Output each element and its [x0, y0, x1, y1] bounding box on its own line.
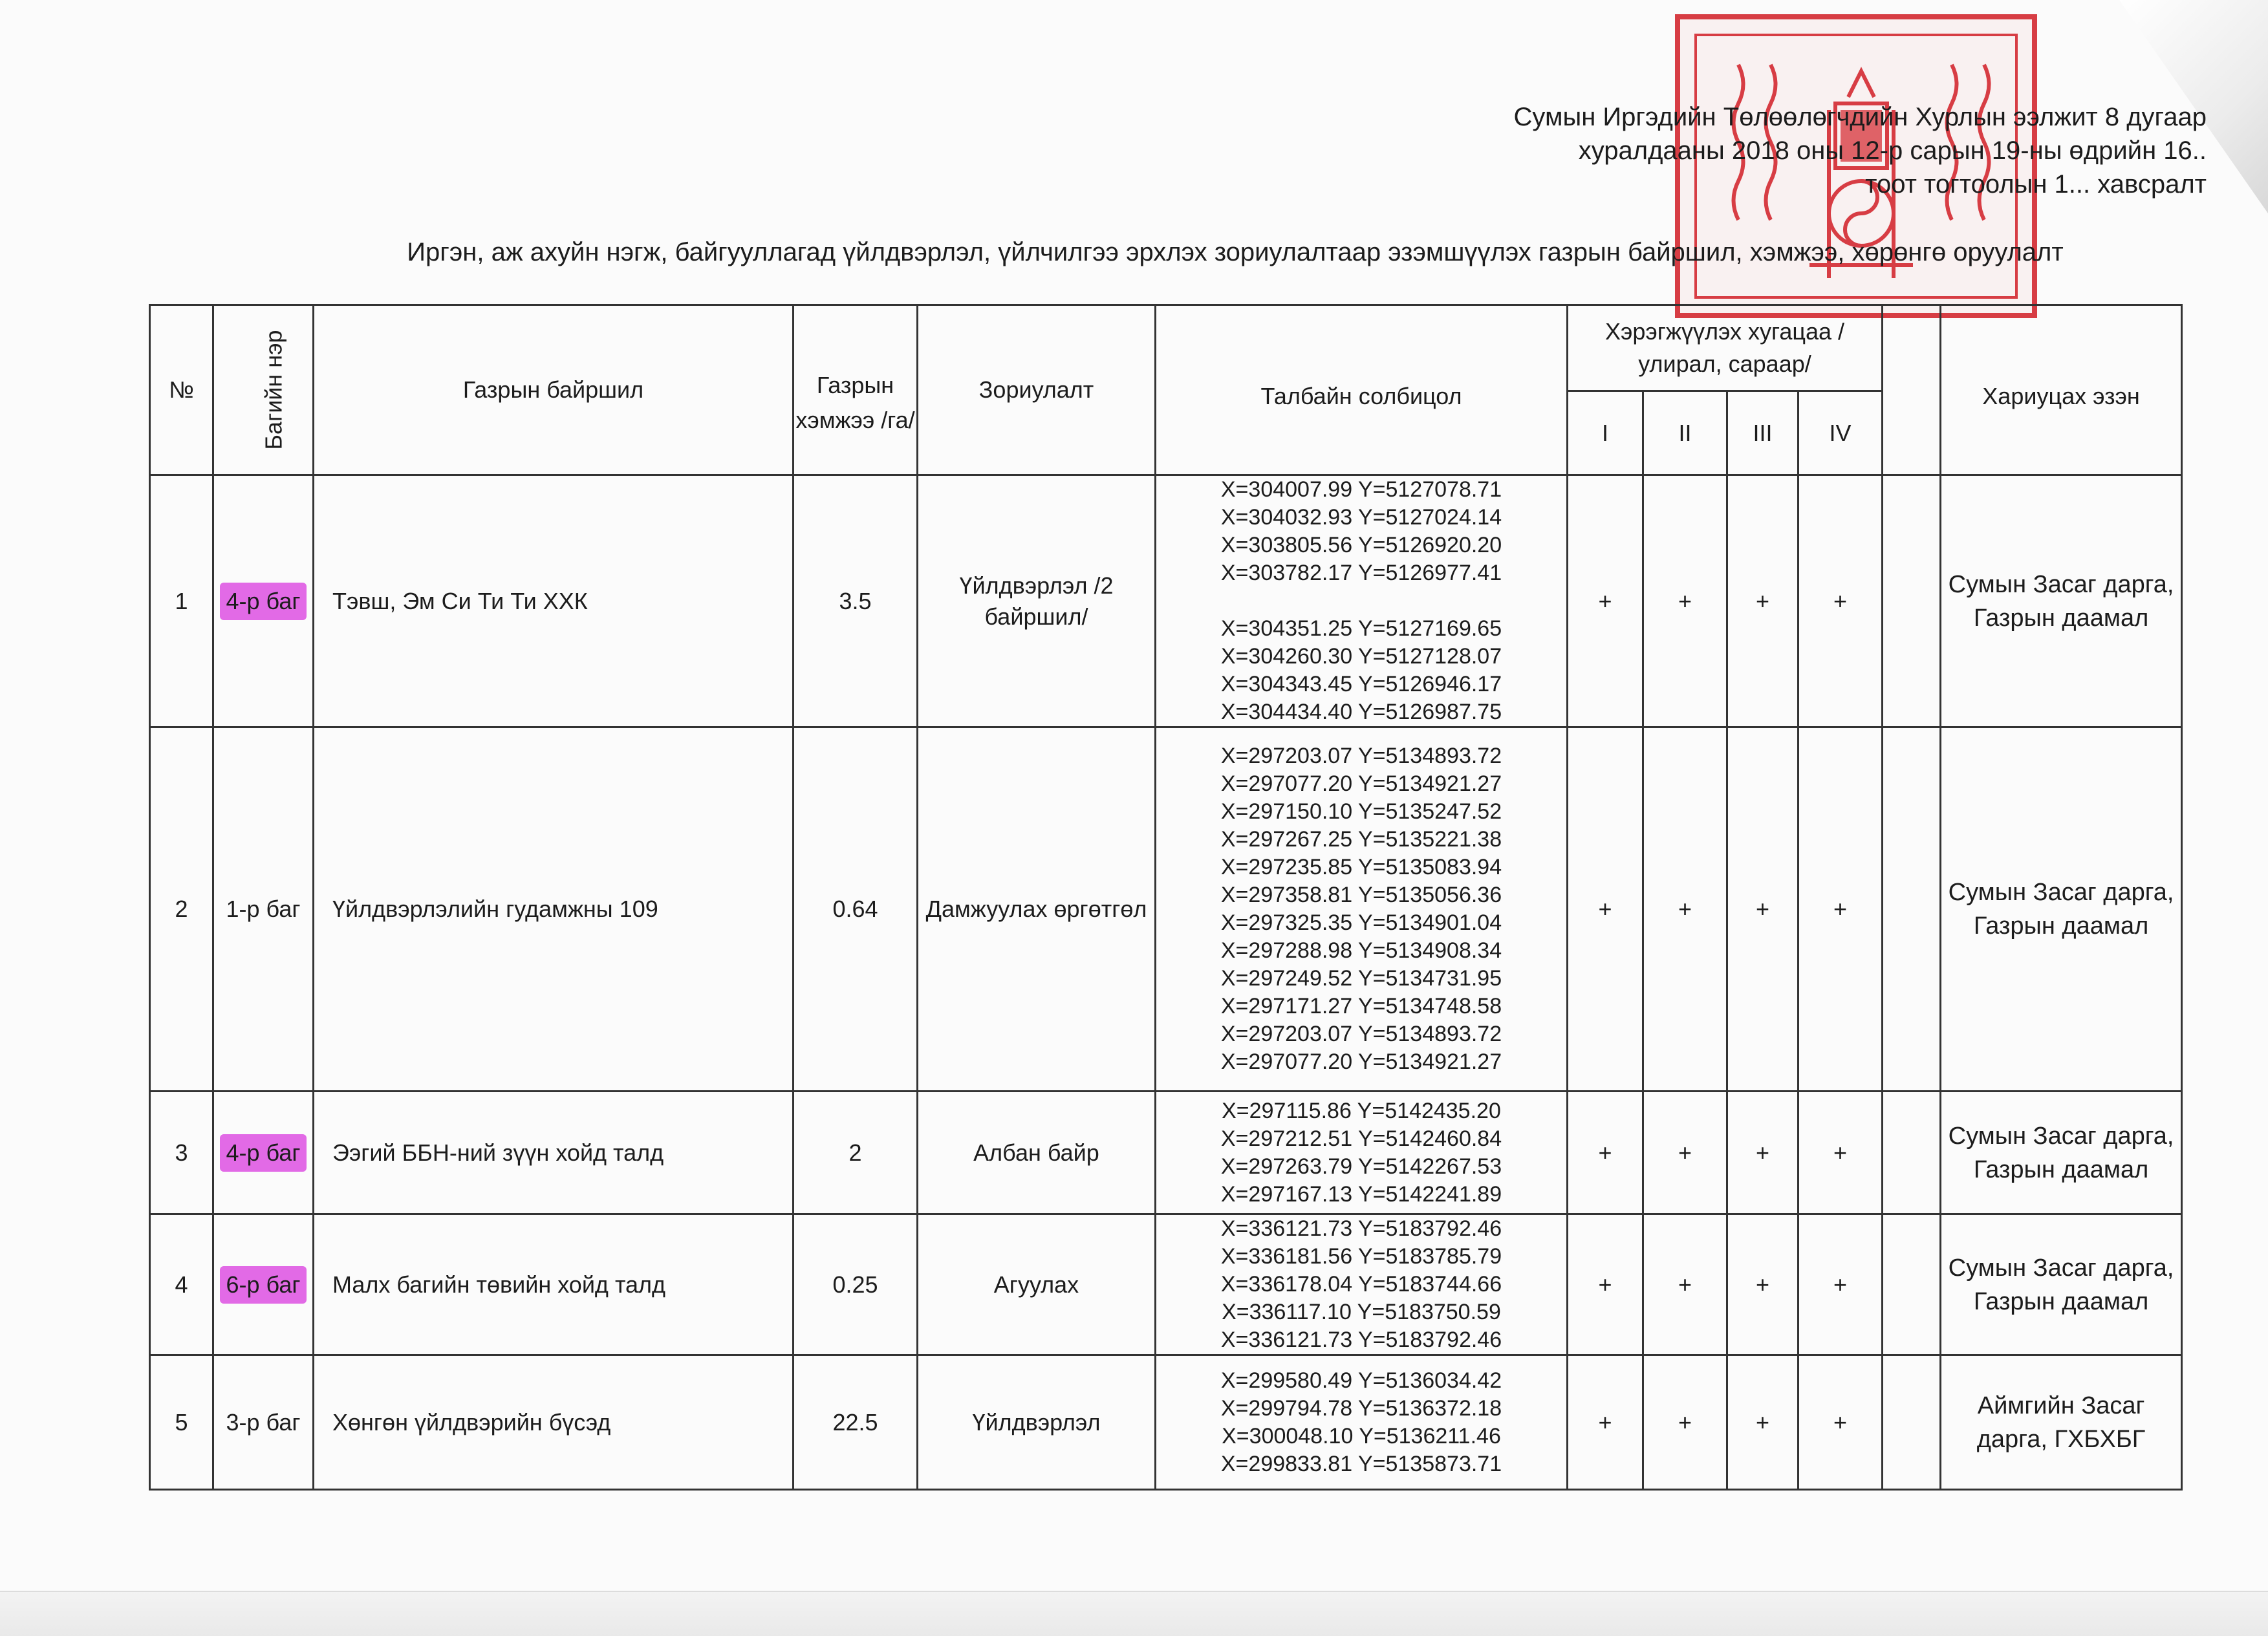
coord-line: X=336117.10 Y=5183750.59 [1222, 1300, 1501, 1324]
coord-line: X=336178.04 Y=5183744.66 [1220, 1272, 1502, 1297]
header-quarter-1: I [1568, 391, 1643, 475]
row-spacer [1883, 1355, 1941, 1490]
coord-line: X=304007.99 Y=5127078.71 [1220, 477, 1502, 502]
row-coordinates [1156, 727, 1568, 1092]
row-quarter-3: + [1727, 475, 1798, 727]
coord-line: X=303782.17 Y=5126977.41 [1220, 561, 1502, 585]
row-bag: 1-р баг [213, 727, 314, 1092]
header-area: Газрын хэмжээ /га/ [794, 305, 918, 475]
row-purpose: Үйлдвэрлэл [918, 1355, 1156, 1490]
bag-highlight: 4-р баг [220, 583, 307, 620]
row-number: 5 [150, 1355, 213, 1490]
coord-line: X=304434.40 Y=5126987.75 [1220, 700, 1502, 724]
row-quarter-2: + [1643, 475, 1727, 727]
row-location: Малх багийн төвийн хойд талд [314, 1214, 794, 1355]
row-number: 1 [150, 475, 213, 727]
header-responsible: Хариуцах эзэн [1941, 305, 2182, 475]
appendix-note-line-1: Сумын Иргэдийн Төлөөлөгчдийн Хурлын ээлжит 8 дугаар [1513, 103, 2207, 131]
row-bag [213, 1214, 314, 1355]
header-period: Хэрэгжүүлэх хугацаа /улирал, сараар/ [1568, 305, 1883, 391]
header-number: № [150, 305, 213, 475]
coord-line: X=297150.10 Y=5135247.52 [1220, 799, 1502, 824]
row-spacer [1883, 1092, 1941, 1214]
row-coordinates [1156, 1092, 1568, 1214]
row-purpose: Үйлдвэрлэл /2 байршил/ [918, 475, 1156, 727]
coord-line: X=297115.86 Y=5142435.20 [1222, 1098, 1501, 1123]
appendix-note [1237, 100, 2207, 201]
row-coordinates [1156, 1355, 1568, 1490]
row-quarter-3: + [1727, 1355, 1798, 1490]
row-area: 3.5 [794, 475, 918, 727]
row-quarter-2: + [1643, 727, 1727, 1092]
table-row [150, 1214, 2182, 1355]
coord-line: X=300048.10 Y=5136211.46 [1222, 1423, 1501, 1448]
coord-line: X=297263.79 Y=5142267.53 [1220, 1154, 1502, 1179]
appendix-note-line-2: хуралдааны 2018 оны 12-р сарын 19-ны өдрийн 16.. [1578, 136, 2207, 165]
header-purpose: Зориулалт [918, 305, 1156, 475]
coord-line: X=297267.25 Y=5135221.38 [1220, 827, 1502, 852]
coord-line: X=297358.81 Y=5135056.36 [1220, 883, 1502, 907]
land-allocation-table [149, 304, 2183, 1491]
row-quarter-3: + [1727, 1214, 1798, 1355]
bag-highlight: 4-р баг [220, 1134, 307, 1172]
row-purpose: Дамжуулах өргөтгөл [918, 727, 1156, 1092]
row-area: 2 [794, 1092, 918, 1214]
coord-line: X=297203.07 Y=5134893.72 [1220, 744, 1502, 768]
row-location: Тэвш, Эм Си Ти Ти ХХК [314, 475, 794, 727]
coord-line: X=297203.07 Y=5134893.72 [1220, 1022, 1502, 1046]
coord-line: X=304032.93 Y=5127024.14 [1220, 505, 1502, 530]
row-quarter-3: + [1727, 727, 1798, 1092]
row-quarter-1: + [1568, 1355, 1643, 1490]
coord-line: X=303805.56 Y=5126920.20 [1220, 533, 1502, 557]
coord-line: X=297288.98 Y=5134908.34 [1220, 938, 1502, 963]
row-area: 22.5 [794, 1355, 918, 1490]
coord-line [1156, 587, 1566, 615]
row-spacer [1883, 475, 1941, 727]
header-quarter-4: IV [1798, 391, 1883, 475]
row-responsible: Аймгийн Засаг дарга, ГХБХБГ [1941, 1355, 2182, 1490]
coord-line: X=297077.20 Y=5134921.27 [1220, 1049, 1502, 1074]
page-bottom-edge [0, 1591, 2268, 1636]
row-quarter-1: + [1568, 1214, 1643, 1355]
header-bag-label: Багийн нэр [260, 330, 287, 450]
row-number: 4 [150, 1214, 213, 1355]
header-quarter-3: III [1727, 391, 1798, 475]
coord-line: X=304343.45 Y=5126946.17 [1220, 672, 1502, 696]
row-responsible: Сумын Засаг дарга, Газрын даамал [1941, 1214, 2182, 1355]
row-spacer [1883, 1214, 1941, 1355]
coord-line: X=299580.49 Y=5136034.42 [1220, 1368, 1502, 1393]
row-quarter-4: + [1798, 1214, 1883, 1355]
row-quarter-4: + [1798, 727, 1883, 1092]
coord-line: X=297325.35 Y=5134901.04 [1220, 910, 1502, 935]
row-bag [213, 1092, 314, 1214]
row-quarter-2: + [1643, 1214, 1727, 1355]
row-quarter-3: + [1727, 1092, 1798, 1214]
bag-highlight: 6-р баг [220, 1266, 307, 1304]
coord-line: X=297171.27 Y=5134748.58 [1220, 994, 1502, 1018]
coord-line: X=336121.73 Y=5183792.46 [1220, 1328, 1502, 1352]
row-quarter-1: + [1568, 475, 1643, 727]
row-coordinates [1156, 475, 1568, 727]
coord-line: X=297212.51 Y=5142460.84 [1220, 1126, 1502, 1151]
row-area: 0.64 [794, 727, 918, 1092]
table-row [150, 727, 2182, 1092]
coord-line: X=304351.25 Y=5127169.65 [1220, 616, 1502, 641]
row-quarter-1: + [1568, 1092, 1643, 1214]
row-quarter-4: + [1798, 1092, 1883, 1214]
coord-line: X=299794.78 Y=5136372.18 [1220, 1395, 1502, 1421]
coord-line: X=297077.20 Y=5134921.27 [1220, 771, 1502, 796]
row-location: Ээгий ББН-ний зүүн хойд талд [314, 1092, 794, 1214]
header-coordinates: Талбайн солбицол [1156, 305, 1568, 475]
header-quarter-2: II [1643, 391, 1727, 475]
row-location: Үйлдвэрлэлийн гудамжны 109 [314, 727, 794, 1092]
row-quarter-1: + [1568, 727, 1643, 1092]
row-bag [213, 475, 314, 727]
row-responsible: Сумын Засаг дарга, Газрын даамал [1941, 727, 2182, 1092]
row-area: 0.25 [794, 1214, 918, 1355]
coord-line: X=297167.13 Y=5142241.89 [1220, 1181, 1502, 1207]
row-number: 3 [150, 1092, 213, 1214]
header-spacer [1883, 305, 1941, 475]
row-responsible: Сумын Засаг дарга, Газрын даамал [1941, 475, 2182, 727]
table-row [150, 475, 2182, 727]
coord-line: X=304260.30 Y=5127128.07 [1220, 644, 1502, 669]
row-quarter-2: + [1643, 1355, 1727, 1490]
row-quarter-4: + [1798, 475, 1883, 727]
row-purpose: Агуулах [918, 1214, 1156, 1355]
row-quarter-2: + [1643, 1092, 1727, 1214]
row-quarter-4: + [1798, 1355, 1883, 1490]
coord-line: X=297235.85 Y=5135083.94 [1220, 855, 1502, 879]
document-title: Иргэн, аж ахуйн нэгж, байгууллагад үйлдвэрлэл, үйлчилгээ эрхлэх зориулалтаар эзэмшүүлэх газрын байршил, хэмжээ, хөрөнгө оруулалт [407, 238, 2064, 266]
coord-line: X=297249.52 Y=5134731.95 [1220, 966, 1502, 991]
coord-line: X=299833.81 Y=5135873.71 [1220, 1451, 1502, 1476]
coord-line: X=336181.56 Y=5183785.79 [1220, 1244, 1502, 1269]
row-spacer [1883, 727, 1941, 1092]
table-row [150, 1355, 2182, 1490]
row-bag: 3-р баг [213, 1355, 314, 1490]
row-purpose: Албан байр [918, 1092, 1156, 1214]
coord-line: X=336121.73 Y=5183792.46 [1220, 1216, 1502, 1241]
row-coordinates [1156, 1214, 1568, 1355]
header-location: Газрын байршил [314, 305, 794, 475]
row-responsible: Сумын Засаг дарга, Газрын даамал [1941, 1092, 2182, 1214]
header-bag [213, 305, 314, 475]
table-row [150, 1092, 2182, 1214]
appendix-note-line-3: тоот тогтоолын 1... хавсралт [1865, 170, 2207, 199]
row-number: 2 [150, 727, 213, 1092]
row-location: Хөнгөн үйлдвэрийн бүсэд [314, 1355, 794, 1490]
